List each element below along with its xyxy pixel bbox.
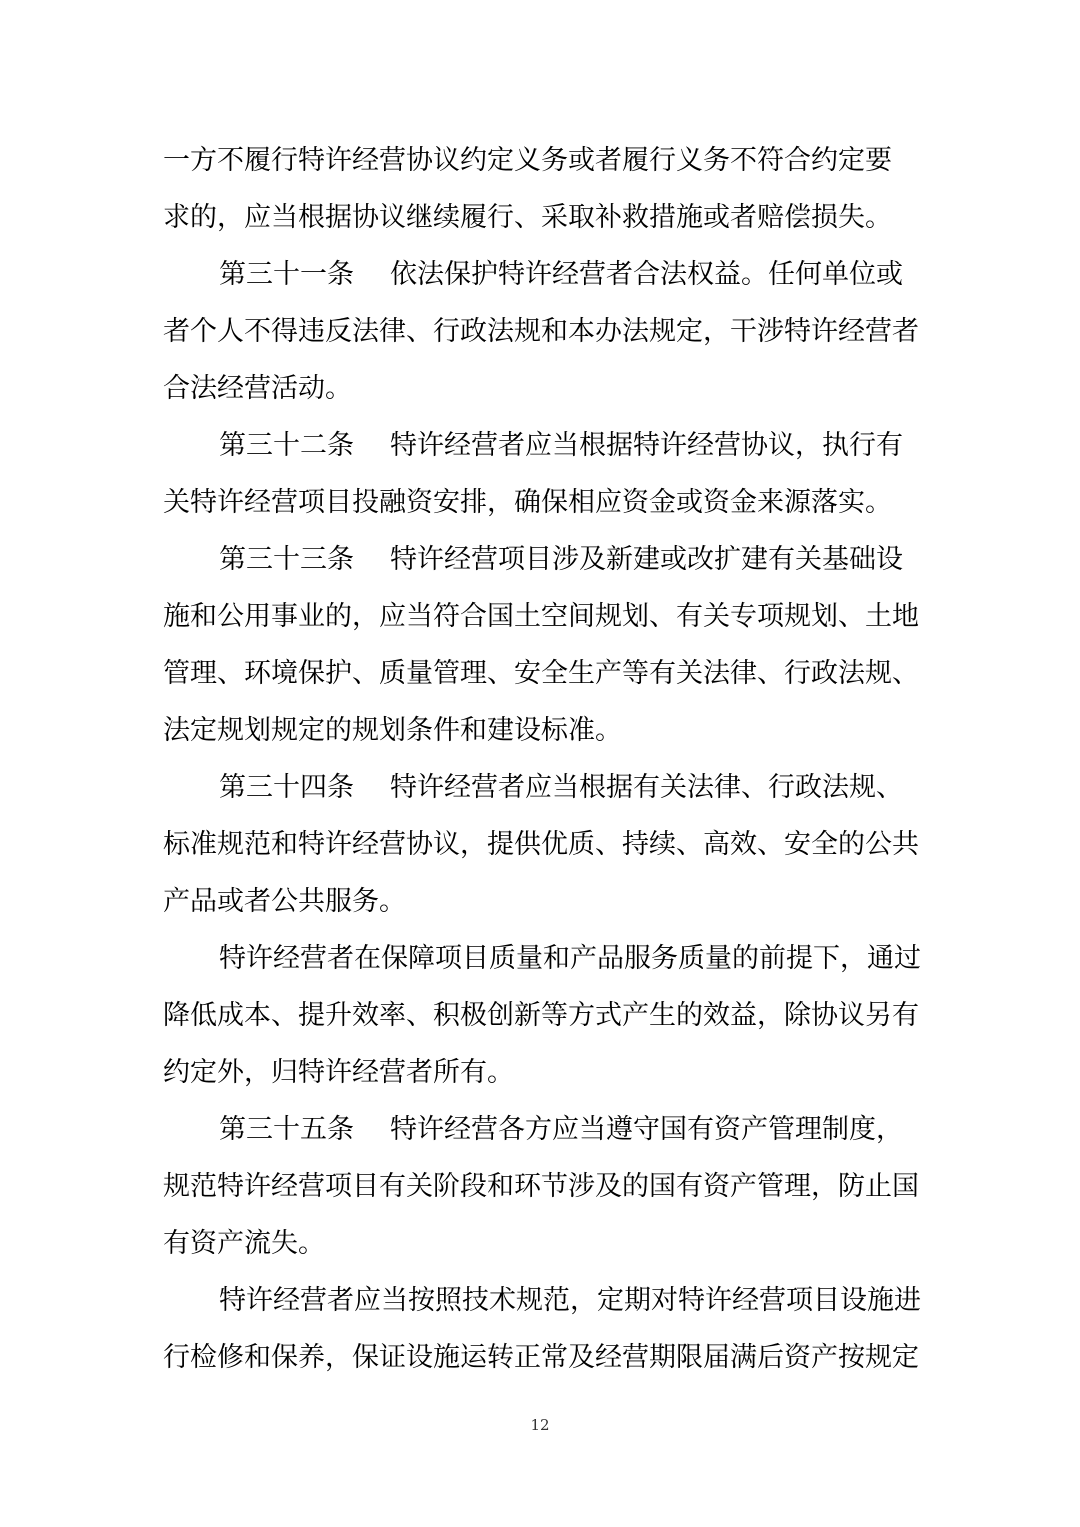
text-line	[163, 360, 919, 417]
line-text: 特许经营者应当按照技术规范，定期对特许经营项目设施进	[219, 1285, 921, 1316]
text-line	[163, 1101, 919, 1158]
line-text: 产品或者公共服务。	[163, 886, 406, 917]
line-text: 特许经营者在保障项目质量和产品服务质量的前提下，通过	[219, 943, 921, 974]
line-text: 特许经营各方应当遵守国有资产管理制度，	[390, 1114, 903, 1145]
text-line	[163, 930, 919, 987]
document-body	[163, 132, 919, 1386]
line-text: 管理、环境保护、质量管理、安全生产等有关法律、行政法规、	[163, 658, 919, 689]
article-number: 第三十三条	[219, 544, 354, 575]
line-text: 标准规范和特许经营协议，提供优质、持续、高效、安全的公共	[163, 829, 919, 860]
text-line	[163, 246, 919, 303]
line-text: 法定规划规定的规划条件和建设标准。	[163, 715, 622, 746]
line-text: 行检修和保养，保证设施运转正常及经营期限届满后资产按规定	[163, 1342, 919, 1373]
line-text: 降低成本、提升效率、积极创新等方式产生的效益，除协议另有	[163, 1000, 919, 1031]
line-text: 合法经营活动。	[163, 373, 352, 404]
text-line	[163, 132, 919, 189]
text-line	[163, 1044, 919, 1101]
text-line	[163, 303, 919, 360]
article-number: 第三十一条	[219, 259, 354, 290]
line-text: 约定外，归特许经营者所有。	[163, 1057, 514, 1088]
text-line	[163, 1158, 919, 1215]
line-text: 特许经营者应当根据特许经营协议，执行有	[390, 430, 903, 461]
text-line	[163, 531, 919, 588]
line-text: 关特许经营项目投融资安排，确保相应资金或资金来源落实。	[163, 487, 892, 518]
text-line	[163, 987, 919, 1044]
article-number: 第三十五条	[219, 1114, 354, 1145]
line-text: 有资产流失。	[163, 1228, 325, 1259]
line-text: 特许经营者应当根据有关法律、行政法规、	[390, 772, 903, 803]
text-line	[163, 816, 919, 873]
article-number: 第三十四条	[219, 772, 354, 803]
line-text: 求的，应当根据协议继续履行、采取补救措施或者赔偿损失。	[163, 202, 892, 233]
article-number: 第三十二条	[219, 430, 354, 461]
line-text: 施和公用事业的，应当符合国土空间规划、有关专项规划、土地	[163, 601, 919, 632]
text-line	[163, 1215, 919, 1272]
text-line	[163, 873, 919, 930]
line-text: 一方不履行特许经营协议约定义务或者履行义务不符合约定要	[163, 145, 892, 176]
text-line	[163, 189, 919, 246]
line-text: 者个人不得违反法律、行政法规和本办法规定，干涉特许经营者	[163, 316, 919, 347]
text-line	[163, 1329, 919, 1386]
text-line	[163, 759, 919, 816]
line-text: 规范特许经营项目有关阶段和环节涉及的国有资产管理，防止国	[163, 1171, 919, 1202]
text-line	[163, 417, 919, 474]
text-line	[163, 588, 919, 645]
text-line	[163, 702, 919, 759]
text-line	[163, 474, 919, 531]
line-text: 特许经营项目涉及新建或改扩建有关基础设	[390, 544, 903, 575]
page-number: 12	[530, 1416, 550, 1434]
text-line	[163, 1272, 919, 1329]
text-line	[163, 645, 919, 702]
line-text: 依法保护特许经营者合法权益。任何单位或	[390, 259, 903, 290]
